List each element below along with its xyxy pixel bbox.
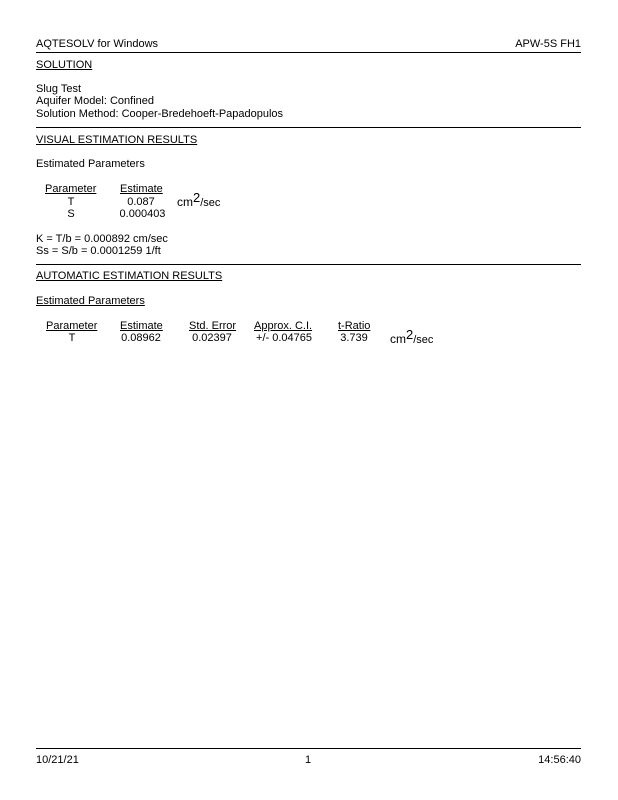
auto-col-parameter: Parameter xyxy=(46,320,98,332)
visual-param-s: S xyxy=(67,208,75,220)
footer-rule xyxy=(36,748,581,749)
visual-unit-t xyxy=(177,190,221,209)
k-result: K = T/b = 0.000892 cm/sec xyxy=(36,233,168,245)
unit-exponent: 2 xyxy=(193,190,201,205)
solution-method: Solution Method: Cooper-Bredehoeft-Papadopulos xyxy=(36,108,284,120)
footer-time: 14:56:40 xyxy=(538,754,581,766)
auto-unit-t xyxy=(390,327,434,346)
unit-exponent: 2 xyxy=(406,327,414,342)
aquifer-model: Aquifer Model: Confined xyxy=(36,95,155,107)
visual-subheading: Estimated Parameters xyxy=(36,158,145,170)
section-rule xyxy=(36,127,581,128)
auto-ci: +/- 0.04765 xyxy=(256,332,312,344)
test-type: Slug Test xyxy=(36,83,82,95)
unit-base: cm xyxy=(177,195,193,209)
unit-tail: /sec xyxy=(413,334,434,346)
visual-estimate-t: 0.087 xyxy=(127,196,155,208)
ss-result: Ss = S/b = 0.0001259 1/ft xyxy=(36,245,161,257)
auto-param-t: T xyxy=(68,332,76,344)
visual-col-estimate: Estimate xyxy=(120,183,163,195)
visual-param-t: T xyxy=(67,196,75,208)
visual-estimate-s: 0.000403 xyxy=(119,208,166,220)
header-well-id: APW-5S FH1 xyxy=(515,38,581,50)
header-rule xyxy=(36,52,581,53)
auto-t-ratio: 3.739 xyxy=(340,332,368,344)
auto-col-estimate: Estimate xyxy=(120,320,163,332)
header-title: AQTESOLV for Windows xyxy=(36,38,159,50)
visual-col-parameter: Parameter xyxy=(45,183,97,195)
unit-tail: /sec xyxy=(200,197,221,209)
auto-col-ci: Approx. C.I. xyxy=(254,320,313,332)
section-rule xyxy=(36,264,581,265)
auto-estimate: 0.08962 xyxy=(121,332,161,344)
auto-col-std-error: Std. Error xyxy=(189,320,237,332)
visual-heading: VISUAL ESTIMATION RESULTS xyxy=(36,134,198,146)
unit-base: cm xyxy=(390,332,406,346)
automatic-subheading: Estimated Parameters xyxy=(36,295,145,307)
footer-date: 10/21/21 xyxy=(36,754,79,766)
auto-std-error: 0.02397 xyxy=(192,332,232,344)
automatic-heading: AUTOMATIC ESTIMATION RESULTS xyxy=(36,270,223,282)
auto-col-t-ratio: t-Ratio xyxy=(338,320,371,332)
solution-heading: SOLUTION xyxy=(36,59,93,71)
footer-page-number: 1 xyxy=(304,754,312,766)
